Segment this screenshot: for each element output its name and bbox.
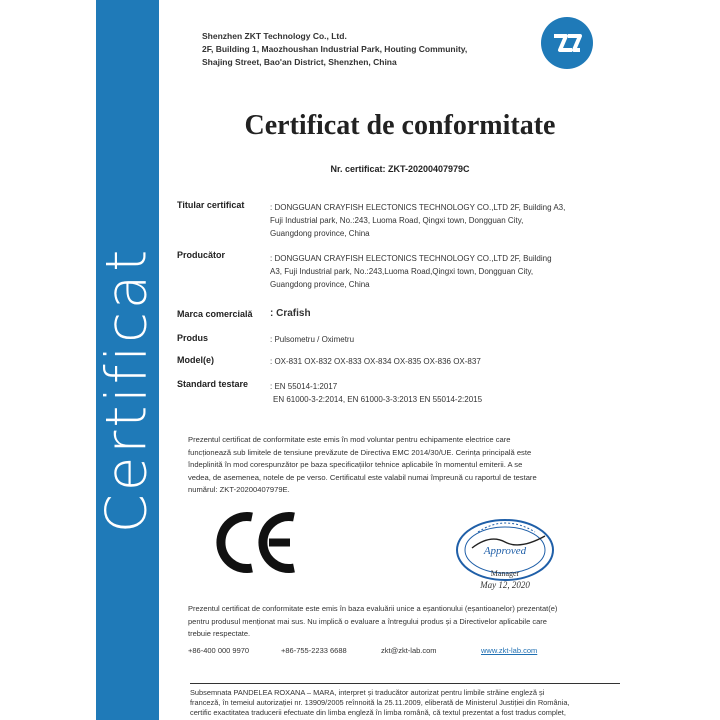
email-address: zkt@zkt-lab.com <box>381 646 437 655</box>
statement-line4: vedea, de asemenea, notele de pe verso. Certificatul este valabil numai împreună cu raportul de testare <box>188 472 537 482</box>
phone-1: +86-400 000 9970 <box>188 646 250 655</box>
note-line2: pentru produsul menționat mai sus. Nu implică o evaluare a întregului produs și a Directivelor aplicabile care <box>188 616 547 626</box>
holder-line2: Fuji Industrial park, No.:243, Luoma Road, Qingxi town, Dongguan City, <box>270 216 524 225</box>
producer-value <box>270 252 615 291</box>
note-line1: Prezentul certificat de conformitate este emis în baza evaluării unice a eșantionului (eșantioanelor) prezentat(e) <box>188 604 558 613</box>
website-link[interactable]: www.zkt-lab.com <box>481 646 538 655</box>
standard-value <box>270 380 615 406</box>
brand-value: : Crafish <box>270 308 311 319</box>
document-title: Certificat de conformitate <box>244 110 556 141</box>
footer-divider <box>190 683 620 684</box>
brand-label: Marca comercială <box>177 309 253 319</box>
product-value: : Pulsometru / Oximetru <box>270 335 355 344</box>
statement-line3: îndeplinită în mod corespunzător pe baza specificațiilor tehnice aplicabile în momentul emiterii. A se <box>188 460 523 469</box>
holder-value <box>270 201 615 240</box>
statement-paragraph <box>188 434 598 497</box>
producer-line2: A3, Fuji Industrial park, No.:243,Luoma Road,Qingxi town, Dongguan City, <box>270 267 534 276</box>
producer-line1: : DONGGUAN CRAYFISH ELECTONICS TECHNOLOGY CO.,LTD 2F, Building <box>270 254 552 263</box>
certificate-number: Nr. certificat: ZKT-20200407979C <box>330 164 470 174</box>
holder-line3: Guangdong province, China <box>270 229 370 238</box>
statement-line5: numărul: ZKT-20200407979E. <box>188 485 290 494</box>
model-label: Model(e) <box>177 355 214 365</box>
zkt-logo-icon <box>540 16 594 70</box>
model-value: : OX-831 OX-832 OX-833 OX-834 OX-835 OX-836 OX-837 <box>270 357 481 366</box>
standard-label: Standard testare <box>177 379 249 389</box>
issuer-header <box>202 30 467 69</box>
holder-label: Titular certificat <box>177 200 245 210</box>
footer-line3: certific exactitatea traducerii efectuate din limba engleză în limba română, că textul prezentat a fost tradus complet, <box>190 708 566 717</box>
holder-line1: : DONGGUAN CRAYFISH ELECTONICS TECHNOLOGY CO.,LTD 2F, Building A3, <box>270 203 566 212</box>
product-label: Produs <box>177 333 209 343</box>
stamp-role: Manager <box>490 569 520 578</box>
issuer-address-line1: 2F, Building 1, Maozhoushan Industrial Park, Houting Community, <box>202 44 468 54</box>
producer-line3: Guangdong province, China <box>270 280 370 289</box>
issuer-address-line2: Shajing Street, Bao'an District, Shenzhen, China <box>202 57 397 67</box>
stamp-date: May 12, 2020 <box>480 580 530 590</box>
approval-stamp-icon <box>450 512 560 592</box>
issuer-name: Shenzhen ZKT Technology Co., Ltd. <box>202 31 347 41</box>
note-paragraph <box>188 603 598 641</box>
phone-2: +86-755-2233 6688 <box>281 646 347 655</box>
standard-line2: EN 61000-3-2:2014, EN 61000-3-3:2013 EN 55014-2:2015 <box>273 395 483 404</box>
note-line3: trebuie respectate. <box>188 629 251 638</box>
footer-line2: franceză, în temeiul autorizației nr. 13909/2005 reînnoită la 25.11.2009, eliberată de Ministerul Justiției din România, <box>190 698 570 707</box>
translator-footer <box>190 688 620 718</box>
producer-label: Producător <box>177 250 226 260</box>
ce-mark-icon <box>212 505 302 580</box>
standard-line1: : EN 55014-1:2017 <box>270 382 338 391</box>
sidebar-text: Certificat <box>94 246 160 534</box>
statement-line2: funcționează sub limitele de tensiune prevăzute de Directiva EMC 2014/30/UE. Cerința principală este <box>188 447 532 457</box>
statement-line1: Prezentul certificat de conformitate este emis în mod voluntar pentru echipamente electrice care <box>188 435 511 444</box>
footer-line1: Subsemnata PANDELEA ROXANA – MARA, interpret și traducător autorizat pentru limbile străine engleză și <box>190 688 545 697</box>
stamp-status: Approved <box>483 545 527 557</box>
